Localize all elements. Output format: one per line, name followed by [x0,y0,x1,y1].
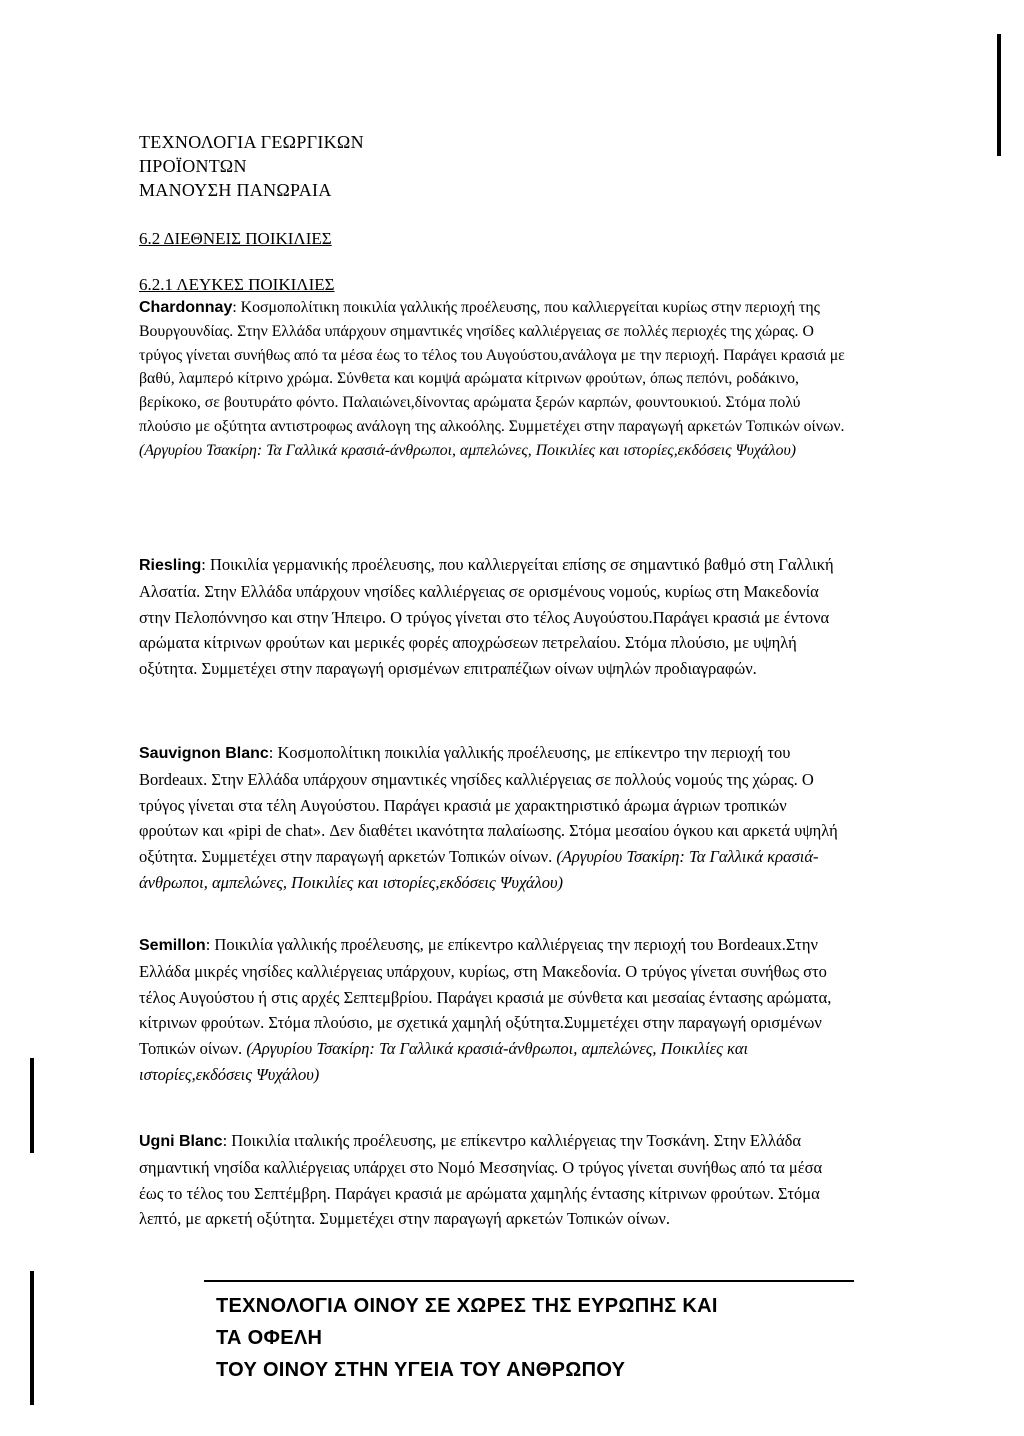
header-author: ΜΑΝΟΥΣΗ ΠΑΝΩΡΑΙΑ [139,180,332,200]
scan-margin-mark [30,1271,34,1405]
variety-citation: (Αργυρίου Τσακίρη: Τα Γαλλικά κρασιά-άνθρωποι, αμπελώνες, Ποικιλίες και ιστορίες,εκδόσεις Ψυχάλου) [139,441,796,459]
chapter-heading-line-3: ΤΟΥ ΟΙΝΟΥ ΣΤΗΝ ΥΓΕΙΑ ΤΟΥ ΑΝΘΡΩΠΟΥ [216,1359,626,1381]
variety-description: : Ποικιλία γερμανικής προέλευσης, που καλλιεργείται επίσης σε σημαντικό βαθμό στη Γαλλική Αλσατία. Στην Ελλάδα υπάρχουν νησίδες καλλιέργειας σε ορισμένους νομούς, κυρίως στη Μακεδονία στην Πελοπόννησο και στην Ήπειρο. Ο τρύγος γίνεται στο τέλος Αυγούστου.Παράγει κρασιά με έντονα αρώματα κίτρινων φρούτων και μερικές φορές αποχρώσεων πετρελαίου. Στόμα πλούσιο, με υψηλή οξύτητα. Συμμετέχει στην παραγωγή ορισμένων επιτραπέζιων οίνων υψηλών προδιαγραφών. [139,555,834,679]
variety-name: Semillon [139,937,206,954]
chapter-heading-line-2: ΤΑ ΟΦΕΛΗ [216,1327,323,1349]
variety-name: Chardonnay [139,299,233,316]
horizontal-divider [204,1280,854,1282]
variety-name: Riesling [139,557,202,574]
chapter-heading-line-1: ΤΕΧΝΟΛΟΓΙΑ ΟΙΝΟΥ ΣΕ ΧΩΡΕΣ ΤΗΣ ΕΥΡΩΠΗΣ ΚΑΙ [216,1295,718,1317]
scan-margin-mark [997,34,1001,156]
variety-description: : Κοσμοπολίτικη ποικιλία γαλλικής προέλευσης, με επίκεντρο την περιοχή του Bordeaux. Στην Ελλάδα υπάρχουν σημαντικές νησίδες καλλιέργειας σε πολλούς νομούς της χώρας. Ο τρύγος γίνεται στα τέλη Αυγούστου. Παράγει κρασιά με χαρακτηριστικό άρωμα άγριων τροπικών φρούτων και «pipi de chat». Δεν διαθέτει ικανότητα παλαίωσης. Στόμα μεσαίου όγκου και αρκετά υψηλή οξύτητα. Συμμετέχει στην παραγωγή αρκετών Τοπικών οίνων. [139,743,838,867]
subsection-title: 6.2.1 ΛΕΥΚΕΣ ΠΟΙΚΙΛΙΕΣ [139,275,335,294]
variety-citation: (Αργυρίου Τσακίρη: Τα Γαλλικά κρασιά-άνθρωποι, αμπελώνες, Ποικιλίες και ιστορίες,εκδόσεις Ψυχάλου) [139,847,819,892]
variety-entry-riesling [139,552,849,682]
header-course-line-1: ΤΕΧΝΟΛΟΓΙΑ ΓΕΩΡΓΙΚΩΝ [139,132,364,152]
variety-entry-sauvignon-blanc [139,740,849,896]
header-course-line-2: ΠΡΟΪΟΝΤΩΝ [139,156,247,176]
variety-name: Sauvignon Blanc [139,745,269,762]
chapter-heading [216,1290,856,1386]
variety-entry-semillon [139,932,849,1088]
variety-entry-chardonnay [139,296,849,463]
document-header [139,130,364,202]
variety-name: Ugni Blanc [139,1133,223,1150]
scan-margin-mark [30,1058,34,1153]
variety-description: : Ποικιλία ιταλικής προέλευσης, με επίκεντρο καλλιέργειας την Τοσκάνη. Στην Ελλάδα σημαντική νησίδα καλλιέργειας υπάρχει στο Νομό Μεσσηνίας. Ο τρύγος γίνεται συνήθως από τα μέσα έως το τέλος του Σεπτέμβρη. Παράγει κρασιά με αρώματα χαμηλής έντασης κίτρινων φρούτων. Στόμα λεπτό, με αρκετή οξύτητα. Συμμετέχει στην παραγωγή αρκετών Τοπικών οίνων. [139,1131,823,1229]
variety-description: : Ποικιλία γαλλικής προέλευσης, με επίκεντρο καλλιέργειας την περιοχή του Bordeaux.Στην Ελλάδα μικρές νησίδες καλλιέργειας υπάρχουν, κυρίως, στη Μακεδονία. Ο τρύγος γίνεται συνήθως στο τέλος Αυγούστου ή στις αρχές Σεπτεμβρίου. Παράγει κρασιά με σύνθετα και μεσαίας έντασης αρώματα, κίτρινων φρούτων. Στόμα πλούσιο, με σχετικά χαμηλή οξύτητα.Συμμετέχει στην παραγωγή ορισμένων Τοπικών οίνων. [139,935,832,1059]
variety-citation: (Αργυρίου Τσακίρη: Τα Γαλλικά κρασιά-άνθρωποι, αμπελώνες, Ποικιλίες και ιστορίες,εκδόσεις Ψυχάλου) [139,1039,749,1084]
variety-description: : Κοσμοπολίτικη ποικιλία γαλλικής προέλευσης, που καλλιεργείται κυρίως στην περιοχή της Βουργουνδίας. Στην Ελλάδα υπάρχουν σημαντικές νησίδες καλλιέργειας σε πολλές περιοχές της χώρας. Ο τρύγος γίνεται συνήθως από τα μέσα έως το τέλος του Αυγούστου,ανάλογα με την περιοχή. Παράγει κρασιά με βαθύ, λαμπερό κίτρινο χρώμα. Σύνθετα και κομψά αρώματα κίτρινων φρούτων, όπως πεπόνι, ροδάκινο, βερίκοκο, σε βουτυράτο φόντο. Παλαιώνει,δίνοντας αρώματα ξερών καρπών, φουντουκιού. Στόμα πολύ πλούσιο με οξύτητα αντιστροφως ανάλογη της αλκοόλης. Συμμετέχει στην παραγωγή αρκετών Τοπικών οίνων. [139,299,845,435]
section-title: 6.2 ΔΙΕΘΝΕΙΣ ΠΟΙΚΙΛΙΕΣ [139,229,332,248]
variety-entry-ugni-blanc [139,1128,849,1232]
